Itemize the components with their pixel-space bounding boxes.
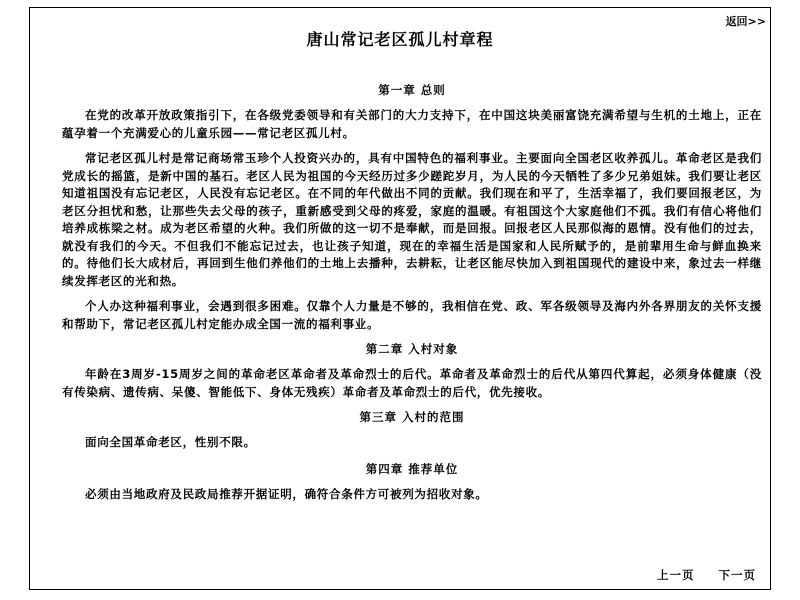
chapter-1 — [62, 82, 762, 333]
paragraph: 年龄在3周岁-15周岁之间的革命老区革命者及革命烈士的后代。革命者及革命烈士的后代从第四代算起，必须身体健康（没有传染病、遗传病、呆傻、智能低下、身体无残疾）革命者及革命烈士的后代，优先接收。 — [62, 367, 762, 399]
chapter-heading: 第四章 推荐单位 — [365, 461, 459, 476]
paragraph: 常记老区孤儿村是常记商场常玉珍个人投资兴办的，具有中国特色的福利事业。主要面向全国老区收养孤儿。革命老区是我们党成长的摇篮，是新中国的基石。老区人民为祖国的今天经历过多少蹉跎岁月，为人民的今天牺牲了多少兄弟姐妹。我们要让老区知道祖国没有忘记老区，人民没有忘记老区。在不同的年代做出不同的贡献。我们现在和平了，生活幸福了，我们要回报老区，为老区分担忧和愁，让那些失去父母的孩子，重新感受到父母的疼爱，家庭的温暖。有祖国这个大家庭他们不孤。我们有信心将他们培养成栋梁之材。成为老区希望的火种。我们所做的这一切不是奉献，而是回报。回报老区人民那似海的恩情。没有他们的过去，就没有我们的今天。不但我们不能忘记过去，也让孩子知道，现在的幸福生活是国家和人民所赋予的，是前辈用生命与鲜血换来的。待他们长大成材后，再回到生他们养他们的土地上去播种，去耕耘，让老区能尽快加入到祖国现代的建设中来，象过去一样继续发挥老区的光和热。 — [62, 151, 762, 288]
paragraph: 必须由当地政府及民政局推荐开据证明，确符合条件方可被列为招收对象。 — [85, 486, 488, 501]
chapter-heading: 第三章 入村的范围 — [359, 410, 465, 424]
chapter-heading: 第二章 入村对象 — [365, 342, 459, 356]
chapter-3 — [62, 409, 762, 452]
next-page-link[interactable]: 下一页 — [718, 568, 756, 582]
chapter-4 — [62, 461, 762, 504]
back-link[interactable]: 返回>> — [725, 15, 766, 28]
pagination — [637, 567, 756, 583]
chapter-heading: 第一章 总则 — [378, 83, 446, 97]
document-content — [62, 82, 762, 511]
paragraph: 面向全国革命老区，性别不限。 — [85, 435, 256, 449]
prev-page-link[interactable]: 上一页 — [656, 568, 695, 582]
paragraph: 个人办这种福利事业，会遇到很多困难。仅靠个人力量是不够的，我相信在党、政、军各级领导及海内外各界朋友的关怀支援和帮助下，常记老区孤儿村定能办成全国一流的福利事业。 — [62, 299, 762, 331]
page-title: 唐山常记老区孤儿村章程 — [306, 30, 494, 49]
paragraph: 在党的改革开放政策指引下，在各级党委领导和有关部门的大力支持下，在中国这块美丽富饶充满希望与生机的土地上，正在蕴孕着一个充满爱心的儿童乐园——常记老区孤儿村。 — [62, 108, 762, 140]
chapter-2 — [62, 341, 762, 401]
document-frame — [29, 7, 771, 590]
